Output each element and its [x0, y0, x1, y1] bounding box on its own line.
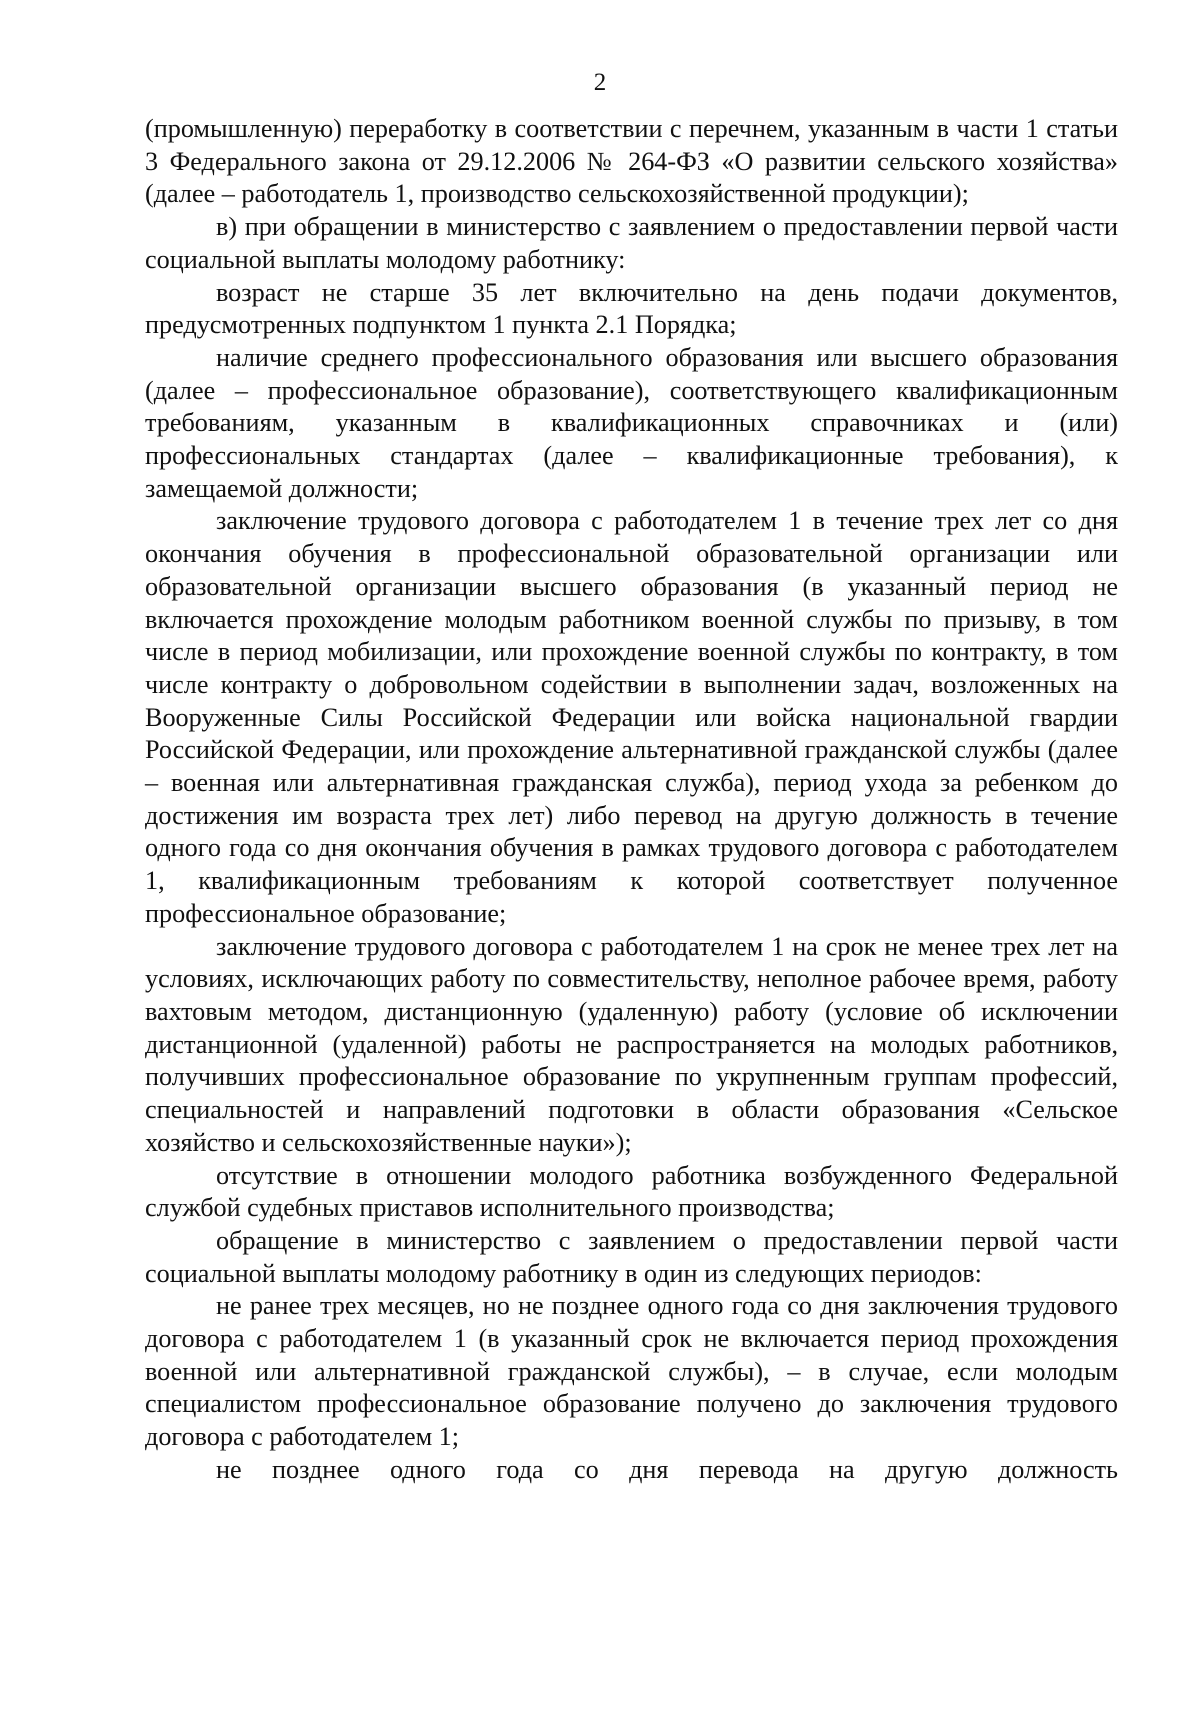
paragraph-contract-conditions: заключение трудового договора с работодателем 1 на срок не менее трех лет на условиях, исключающих работу по совместительству, неполное рабочее время, работу вахтовым методом, дистанционную (удаленную) работу (условие об исключении дистанционной (удаленной) работы не распространяется на молодых работников, получивших профессиональное образование по укрупненным группам профессий, специальностей и направлений подготовки в области образования «Сельское хозяйство и сельскохозяйственные науки»); [145, 931, 1118, 1157]
paragraph-period-first: не ранее трех месяцев, но не позднее одного года со дня заключения трудового договора с работодателем 1 (в указанный срок не включается период прохождения военной или альтернативной гражданской службы), – в случае, если молодым специалистом профессиональное образование получено до заключения трудового договора с работодателем 1; [145, 1291, 1118, 1452]
paragraph-continuation: (промышленную) переработку в соответствии с перечнем, указанным в части 1 статьи 3 Федерального закона от 29.12.2006 № 264-ФЗ «О развитии сельского хозяйства» (далее – работодатель 1, производство сельскохозяйственной продукции); [145, 114, 1118, 209]
paragraph-contract-term: заключение трудового договора с работодателем 1 в течение трех лет со дня окончания обучения в профессиональной образовательной организации или образовательной организации высшего образования (в указанный период не включается прохождение молодым работником военной службы по призыву, в том числе в период мобилизации, или прохождение военной службы по контракту, в том числе контракту о добровольном содействии в выполнении задач, возложенных на Вооруженные Силы Российской Федерации или войска национальной гвардии Российской Федерации, или прохождение альтернативной гражданской службы (далее – военная или альтернативная гражданская служба), период ухода за ребенком до достижения им возраста трех лет) либо перевод на другую должность в течение одного года со дня окончания обучения в рамках трудового договора с работодателем 1, квалификационным требованиям к которой соответствует полученное профессиональное образование; [145, 506, 1118, 928]
page-number: 2 [593, 69, 607, 96]
paragraph-age-requirement: возраст не старше 35 лет включительно на день подачи документов, предусмотренных подпунктом 1 пункта 2.1 Порядка; [145, 277, 1118, 340]
paragraph-education-requirement: наличие среднего профессионального образования или высшего образования (далее – профессиональное образование), соответствующего квалификационным требованиям, указанным в квалификационных справочниках и (или) профессиональных стандартах (далее – квалификационные требования), к замещаемой должности; [145, 342, 1118, 503]
paragraph-period-second: не позднее одного года со дня перевода на другую должность [216, 1454, 1118, 1484]
document-body [145, 113, 1118, 1487]
paragraph-application-periods: обращение в министерство с заявлением о предоставлении первой части социальной выплаты молодому работнику в один из следующих периодов: [145, 1225, 1118, 1288]
paragraph-subitem-v: в) при обращении в министерство с заявлением о предоставлении первой части социальной выплаты молодому работнику: [145, 212, 1118, 274]
paragraph-enforcement: отсутствие в отношении молодого работника возбужденного Федеральной службой судебных приставов исполнительного производства; [145, 1160, 1118, 1223]
